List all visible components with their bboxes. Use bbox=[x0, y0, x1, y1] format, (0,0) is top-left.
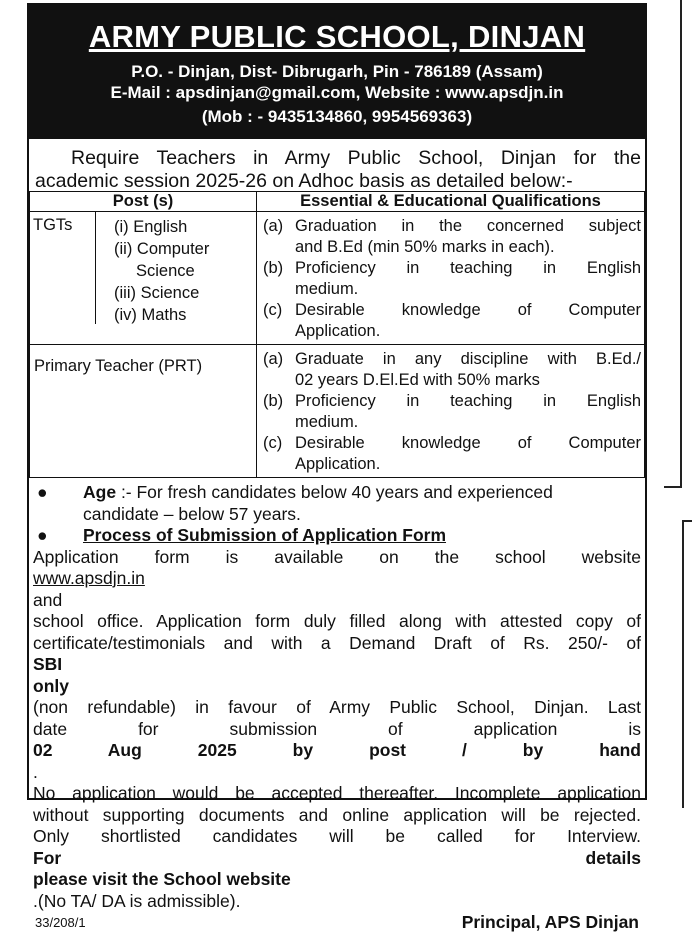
header-banner bbox=[29, 5, 645, 139]
table-row bbox=[30, 345, 645, 478]
process-paragraph bbox=[33, 547, 641, 913]
tgt-subjects bbox=[96, 212, 209, 326]
paragraph-text: No application would be accepted thereafter. Incomplete application bbox=[33, 783, 641, 803]
subject-item: Science bbox=[136, 262, 195, 280]
intro-line: Require Teachers in Army Public School, Dinjan for the bbox=[71, 147, 641, 169]
tgt-label: TGTs bbox=[30, 212, 96, 324]
qualification-text: 02 years D.El.Ed with 50% marks bbox=[295, 371, 540, 389]
post-column-header: Post (s) bbox=[30, 192, 257, 212]
subject-item: (i) English bbox=[114, 218, 188, 236]
age-bullet bbox=[33, 482, 641, 525]
list-marker: (a) bbox=[263, 350, 284, 368]
adjacent-column-border bbox=[664, 0, 682, 488]
qualification-text: and B.Ed (min 50% marks in each). bbox=[295, 238, 555, 256]
qualification-text: Proficiency in teaching in English bbox=[295, 392, 641, 410]
qualification-text: Graduation in the concerned subject bbox=[295, 217, 641, 235]
prt-qualifications bbox=[257, 345, 645, 478]
website-link[interactable]: www.apsdjn.in bbox=[33, 568, 145, 588]
paragraph-bold: please visit the School website bbox=[33, 869, 291, 889]
paragraph-text: school office. Application form duly filled along with attested copy of bbox=[33, 611, 641, 631]
paragraph-bold: For details bbox=[33, 847, 641, 868]
mobile-numbers: (Mob : - 9435134860, 9954569363) bbox=[201, 107, 473, 126]
paragraph-text: certificate/testimonials and with a Demand Draft of Rs. 250/- of bbox=[33, 632, 641, 653]
subject-item: (ii) Computer bbox=[114, 240, 210, 258]
reference-number: 33/208/1 bbox=[35, 915, 86, 930]
qualification-text: medium. bbox=[295, 280, 359, 298]
subject-item: (iv) Maths bbox=[114, 306, 187, 324]
age-label: Age bbox=[83, 482, 117, 502]
process-heading: Process of Submission of Application Form bbox=[83, 525, 447, 545]
qualification-text: Proficiency in teaching in English bbox=[295, 259, 641, 277]
list-marker: (b) bbox=[263, 392, 284, 410]
qualification-text: Desirable knowledge of Computer bbox=[295, 434, 641, 452]
paragraph-bold: only bbox=[33, 675, 69, 696]
address: P.O. - Dinjan, Dist- Dibrugarh, Pin - 786189 (Assam) bbox=[131, 62, 543, 81]
tgt-post-cell bbox=[30, 212, 257, 345]
qualification-text: Application. bbox=[295, 322, 381, 340]
paragraph-text: Only shortlisted candidates will be called for Interview. bbox=[33, 826, 641, 846]
qualification-text: Desirable knowledge of Computer bbox=[295, 301, 641, 319]
qualification-text: Application. bbox=[295, 455, 381, 473]
contact-line: E-Mail : apsdinjan@gmail.com, Website : www.apsdjn.in bbox=[110, 83, 564, 102]
subject-item: (iii) Science bbox=[114, 284, 200, 302]
tgt-qualifications bbox=[257, 212, 645, 345]
paragraph-text: and bbox=[33, 589, 63, 610]
paragraph-text: (non refundable) in favour of Army Public School, Dinjan. Last bbox=[33, 697, 641, 717]
adjacent-column-border bbox=[682, 520, 692, 808]
age-text: :- For fresh candidates below 40 years and experienced bbox=[120, 482, 553, 502]
job-advertisement bbox=[27, 3, 647, 932]
paragraph-text: without supporting documents and online application will be rejected. bbox=[33, 804, 641, 825]
qualification-column-header: Essential & Educational Qualifications bbox=[257, 192, 645, 212]
paragraph-text: .(No TA/ DA is admissible). bbox=[33, 890, 241, 911]
details-section bbox=[29, 478, 645, 934]
signature: Principal, APS Dinjan bbox=[461, 912, 639, 932]
list-marker: (c) bbox=[263, 434, 283, 452]
school-name: ARMY PUBLIC SCHOOL, DINJAN bbox=[88, 19, 586, 54]
intro-text bbox=[29, 139, 645, 191]
last-date: 02 Aug 2025 by post / by hand bbox=[33, 740, 641, 760]
footer bbox=[33, 912, 641, 934]
paragraph-text: date for submission of application is bbox=[33, 718, 641, 739]
prt-post-cell: Primary Teacher (PRT) bbox=[30, 345, 257, 478]
posts-table bbox=[29, 191, 645, 478]
paragraph-bold: SBI bbox=[33, 654, 63, 674]
paragraph-text: . bbox=[33, 761, 38, 782]
list-marker: (c) bbox=[263, 301, 283, 319]
table-row bbox=[30, 212, 645, 345]
process-bullet bbox=[33, 525, 641, 547]
qualification-text: medium. bbox=[295, 413, 359, 431]
age-text: candidate – below 57 years. bbox=[83, 503, 301, 524]
bullet-icon: ● bbox=[37, 482, 48, 502]
bullet-icon: ● bbox=[37, 525, 48, 545]
list-marker: (a) bbox=[263, 217, 284, 235]
list-marker: (b) bbox=[263, 259, 284, 277]
qualification-text: Graduate in any discipline with B.Ed./ bbox=[295, 350, 641, 368]
paragraph-text: Application form is available on the school website bbox=[33, 546, 641, 567]
intro-line: academic session 2025-26 on Adhoc basis as detailed below:- bbox=[35, 170, 573, 192]
